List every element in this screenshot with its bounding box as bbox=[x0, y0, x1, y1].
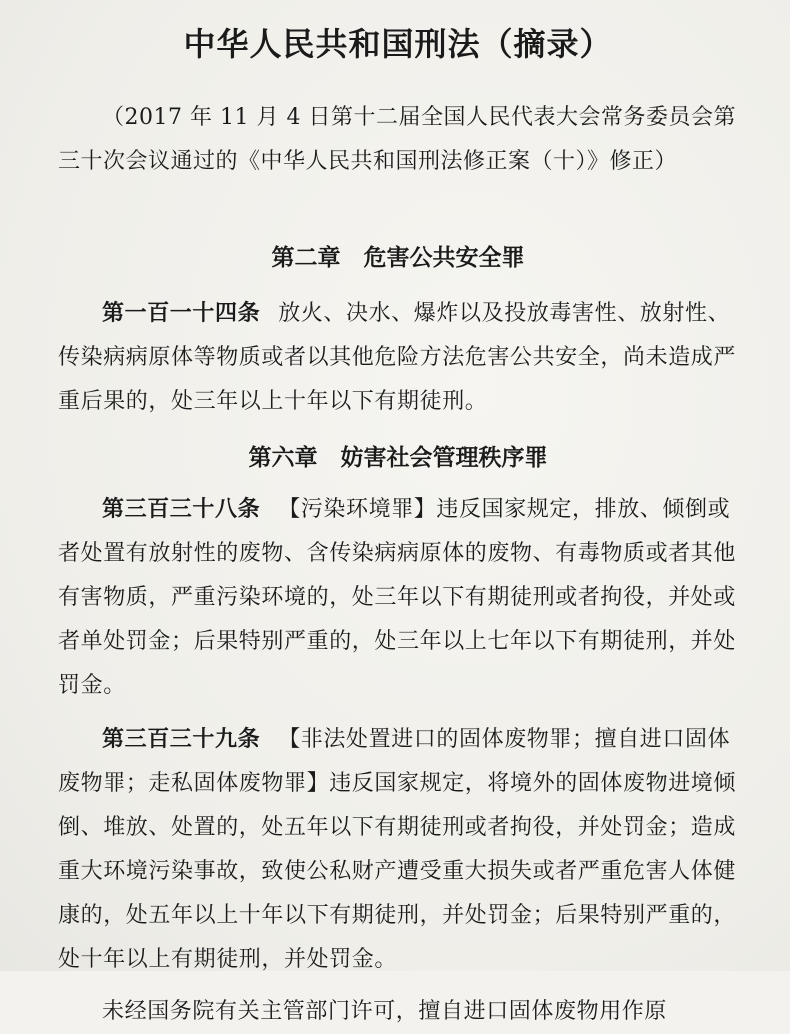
amendment-note: （2017 年 11 月 4 日第十二届全国人民代表大会常务委员会第三十次会议通过的《中华人民共和国刑法修正案（十）》修正） bbox=[58, 105, 736, 174]
article-339-number: 第三百三十九条 bbox=[102, 727, 261, 752]
article-114-text: 放火、决水、爆炸以及投放毒害性、放射性、传染病病原体等物质或者以其他危险方法危害公共安全，尚未造成严重后果的，处三年以上十年以下有期徒刑。 bbox=[58, 301, 737, 414]
chapter-heading-2: 第二章 危害公共安全罪 bbox=[271, 245, 525, 271]
document-title: 中华人民共和国刑法（摘录） bbox=[183, 25, 613, 63]
article-114 bbox=[58, 292, 738, 424]
article-338 bbox=[58, 488, 738, 708]
article-338-text: 【污染环境罪】违反国家规定，排放、倾倒或者处置有放射性的废物、含传染病病原体的废物、有毒物质或者其他有害物质，严重污染环境的，处三年以下有期徒刑或者拘役，并处或者单处罚金；后果特别严重的，处三年以上七年以下有期徒刑，并处罚金。 bbox=[58, 497, 737, 698]
article-339 bbox=[58, 718, 738, 982]
chapter-heading-6: 第六章 妨害社会管理秩序罪 bbox=[248, 445, 548, 471]
article-114-number: 第一百一十四条 bbox=[102, 301, 261, 326]
article-339-paragraph-2: 未经国务院有关主管部门许可，擅自进口固体废物用作原 bbox=[102, 999, 668, 1024]
article-339-text: 【非法处置进口的固体废物罪；擅自进口固体废物罪；走私固体废物罪】违反国家规定，将境外的固体废物进境倾倒、堆放、处置的，处五年以下有期徒刑或者拘役，并处罚金；造成重大环境污染事故，致使公私财产遭受重大损失或者严重危害人体健康的，处五年以上十年以下有期徒刑，并处罚金；后果特别严重的，处十年以上有期徒刑，并处罚金。 bbox=[58, 727, 737, 972]
article-338-number: 第三百三十八条 bbox=[102, 497, 261, 522]
